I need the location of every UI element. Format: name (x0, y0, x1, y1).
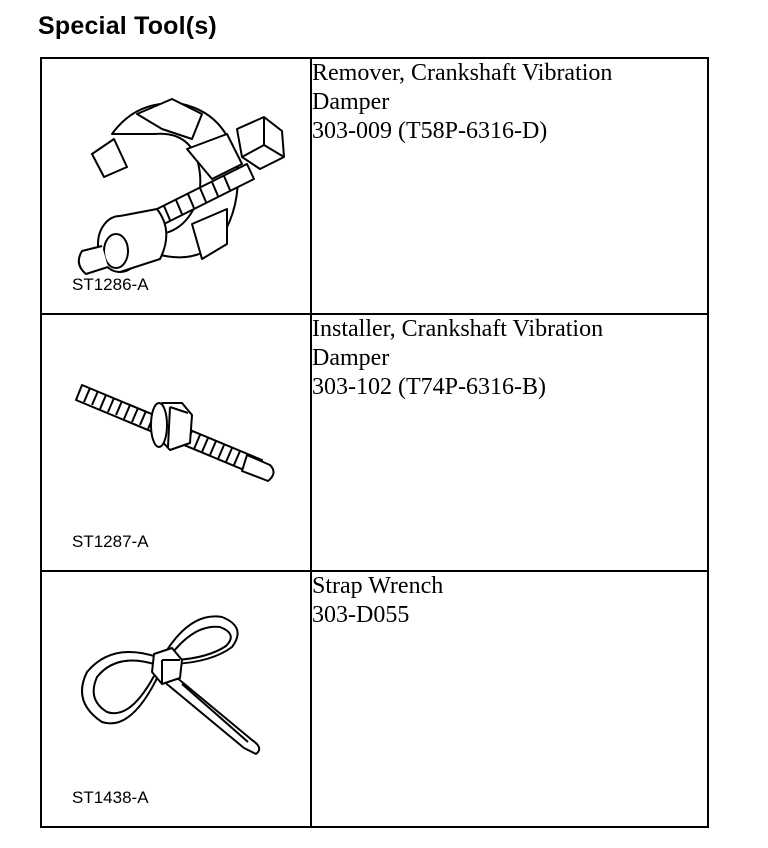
tool-name-line-1: Strap Wrench (312, 572, 444, 599)
tool-image-cell (41, 58, 311, 314)
tool-description (311, 58, 708, 314)
tool-name-line-2: Damper (312, 345, 390, 372)
tool-row-remover (41, 58, 708, 314)
tool-row-installer (41, 314, 708, 570)
figure-id: ST1287-A (72, 531, 149, 551)
tool-description (311, 314, 708, 570)
tool-row-strap-wrench (41, 571, 708, 827)
figure-id: ST1286-A (72, 275, 149, 295)
figure-id: ST1438-A (72, 788, 149, 807)
tool-image-cell (41, 314, 311, 570)
tool-name-line-2: Damper (312, 89, 390, 115)
special-tools-table (40, 57, 709, 828)
tool-number: 303-009 (T58P-6316-D) (312, 118, 548, 144)
page-title: Special Tool(s) (38, 12, 217, 40)
tool-name-line-1: Remover, Crankshaft Vibration (312, 60, 613, 86)
tool-name-line-1: Installer, Crankshaft Vibration (312, 316, 604, 343)
tool-number: 303-102 (T74P-6316-B) (312, 374, 546, 401)
tool-number: 303-D055 (312, 601, 410, 628)
tool-description (311, 571, 708, 827)
tool-image-cell (41, 571, 311, 827)
